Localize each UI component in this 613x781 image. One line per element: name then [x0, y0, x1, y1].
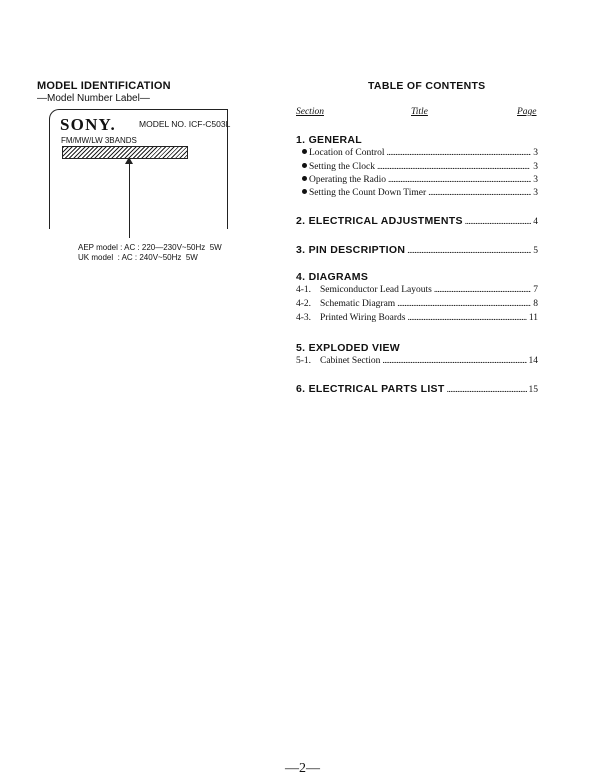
toc-entry[interactable]: 4-1. Semiconductor Lead Layouts . . . 7 — [296, 285, 538, 295]
bullet-icon — [302, 189, 307, 194]
uk-model-spec: UK model : AC : 240V~50Hz 5W — [78, 253, 198, 262]
model-number-text: MODEL NO. ICF-C503L — [139, 119, 231, 129]
brand-logo: SONY. — [60, 115, 116, 134]
page-number: —2— — [285, 761, 320, 776]
toc-entry[interactable]: Setting the Clock . . . 3 — [302, 162, 538, 172]
toc-entry[interactable]: Setting the Count Down Timer . . . 3 — [302, 188, 538, 198]
toc-title: TABLE OF CONTENTS — [368, 80, 486, 92]
section-3-entry[interactable]: 3. PIN DESCRIPTION . . . 5 — [296, 244, 538, 256]
bullet-icon — [302, 176, 307, 181]
toc-entry[interactable]: Operating the Radio . . . 3 — [302, 175, 538, 185]
section-4-heading: 4. DIAGRAMS — [296, 271, 369, 283]
toc-entry[interactable]: Location of Control . . . 3 — [302, 148, 538, 158]
column-header-page: Page — [517, 107, 537, 117]
section-5-heading: 5. EXPLODED VIEW — [296, 342, 400, 354]
section-1-heading: 1. GENERAL — [296, 134, 363, 146]
aep-model-spec: AEP model : AC : 220—230V~50Hz 5W — [78, 243, 222, 252]
pointer-line — [129, 162, 130, 238]
column-header-title: Title — [411, 107, 428, 117]
model-identification-subtitle: —Model Number Label— — [37, 93, 150, 104]
toc-entry[interactable]: 5-1. Cabinet Section . . . 14 — [296, 356, 538, 366]
section-2-entry[interactable]: 2. ELECTRICAL ADJUSTMENTS . . . 4 — [296, 215, 538, 227]
bullet-icon — [302, 149, 307, 154]
toc-entry[interactable]: 4-2. Schematic Diagram . . . 8 — [296, 299, 538, 309]
section-6-entry[interactable]: 6. ELECTRICAL PARTS LIST . . . 15 — [296, 383, 538, 395]
model-identification-title: MODEL IDENTIFICATION — [37, 80, 171, 92]
bands-text: FM/MW/LW 3BANDS — [61, 136, 137, 145]
column-header-section: Section — [296, 107, 324, 117]
bullet-icon — [302, 163, 307, 168]
toc-entry[interactable]: 4-3. Printed Wiring Boards . . . 11 — [296, 313, 538, 323]
